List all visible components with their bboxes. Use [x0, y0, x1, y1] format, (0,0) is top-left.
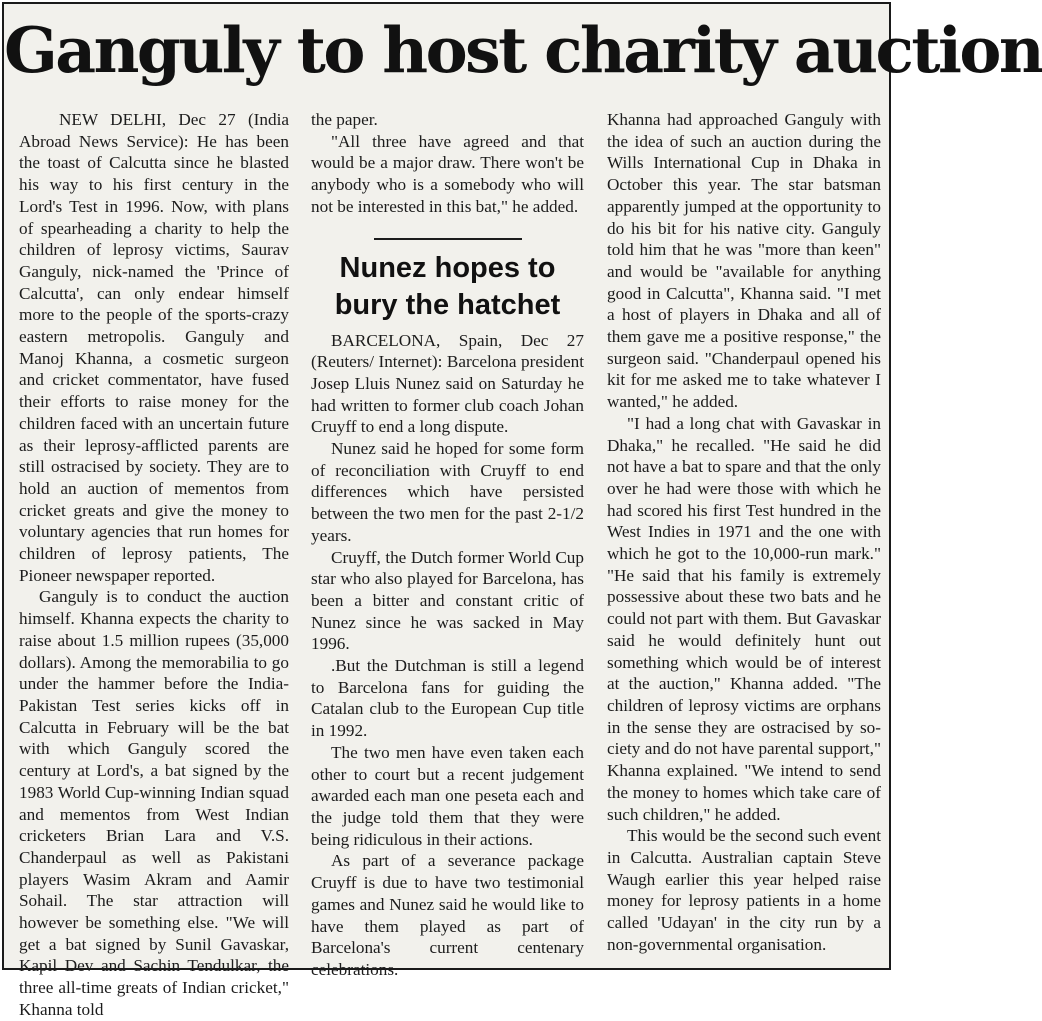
- column-3-paragraph: "I had a long chat with Gavaskar in Dhaka," he recalled. "He said he did not have a bat to spare and that the only over he had were those with which he had scored his first Test hundred in the West Indies in 1971 and the one with which he got to the 10,000-run mark." "He said that his family is extremely possessive about these two bats and he could not part with them. But Gavaskar said he would definitely hunt out something which would be of interest at the auction," Khanna added. "The children of leprosy victims are orphans in the sense they are ostracised by society and do not have parental support," Khanna explained. "We intend to send the money to homes which take care of such children," he added.: [607, 413, 881, 824]
- column-2-paragraph: .But the Dutchman is still a legend to Barcelona fans for guiding the Catalan club to the European Cup title in 1992.: [311, 656, 584, 741]
- column-3-paragraph: Khanna had approached Ganguly with the idea of such an auction during the Wills International Cup in Dhaka in October this year. The star batsman apparently jumped at the opportunity to do his bit for his native city. Ganguly told him that he was "more than keen" and would be "available for anything good in Calcutta", Khanna said. "I met a host of players in Dhaka and all of them gave me a positive response," the surgeon said. "Chanderpaul opened his kit for me asked me to take whatever I wanted," he added.: [607, 110, 881, 412]
- column-1-paragraph: NEW DELHI, Dec 27 (India Abroad News Service): He has been the toast of Calcutta since he blasted his way to his first century in the Lord's Test in 1996. Now, with plans of spearheading a charity to help the children of leprosy victims, Saurav Ganguly, nick-named the 'Prince of Calcutta', can only endear himself more to the people of the sports-crazy eastern metropolis. Ganguly and Manoj Khanna, a cosmetic surgeon and cricket commentator, have fused their efforts to raise money for the children faced with an uncertain future as their leprosy-afflicted parents are still ostracised by society. They are to hold an auction of mementos from cricket greats and give the money to voluntary agencies that run homes for children of leprosy patients, The Pioneer newspaper reported.: [19, 110, 289, 585]
- column-3: [607, 109, 881, 955]
- column-2-paragraph: the paper.: [311, 110, 378, 129]
- headline: Ganguly to host charity auction: [4, 13, 1042, 87]
- column-2-paragraph: "All three have agreed and that would be a major draw. There won't be anybody who is a somebody who will not be interested in this bat," he added.: [311, 131, 584, 216]
- subheadline: Nunez hopes to bury the hatchet: [334, 251, 561, 321]
- column-2-paragraph: As part of a severance package Cruyff is due to have two testimonial games and Nunez said he would like to have them played as part of Barcelona's current centenary celebrations.: [311, 851, 584, 979]
- section-divider-rule: [374, 238, 522, 240]
- column-2-paragraph: Nunez said he hoped for some form of reconciliation with Cruyff to end differences which have persisted between the two men for the past 2-1/2 years.: [311, 439, 584, 545]
- column-2: [311, 109, 584, 981]
- column-2-paragraph: Cruyff, the Dutch former World Cup star who also played for Barcelona, has been a bitter and constant critic of Nunez since he was sacked in May 1996.: [311, 547, 584, 654]
- column-3-paragraph: This would be the second such event in Calcutta. Australian captain Steve Waugh earlier this year helped raise money for leprosy patients in a home called 'Udayan' in the city run by a non-governmental organisation.: [607, 826, 881, 954]
- column-2-paragraph: The two men have even taken each other to court but a recent judgement awarded each man one peseta each and the judge told them that they were being ridiculous in their actions.: [311, 742, 584, 849]
- newspaper-clipping: [2, 2, 1042, 1019]
- column-1: [19, 109, 289, 1021]
- column-2-paragraph: BARCELONA, Spain, Dec 27 (Reuters/ Internet): Barcelona president Josep Lluis Nunez said on Saturday he had written to former club coach Johan Cruyff to end a long dispute.: [311, 330, 584, 437]
- column-1-paragraph: Ganguly is to conduct the auction himself. Khanna expects the charity to raise about 1.5 million rupees (35,000 dollars). Among the memorabilia to go under the hammer before the India-Pakistan Test series kicks off in Calcutta in February will be the bat with which Ganguly scored the century at Lord's, a bat signed by the 1983 World Cup-winning Indian squad and mementos from West Indian cricketers Brian Lara and V.S. Chanderpaul as well as Pakistani players Wasim Akram and Aamir Sohail. The star attraction will however be something else. "We will get a bat signed by Sunil Gavaskar, Kapil Dev and Sachin Tendulkar, the three all-time greats of Indian cricket," Khanna told: [19, 587, 289, 1019]
